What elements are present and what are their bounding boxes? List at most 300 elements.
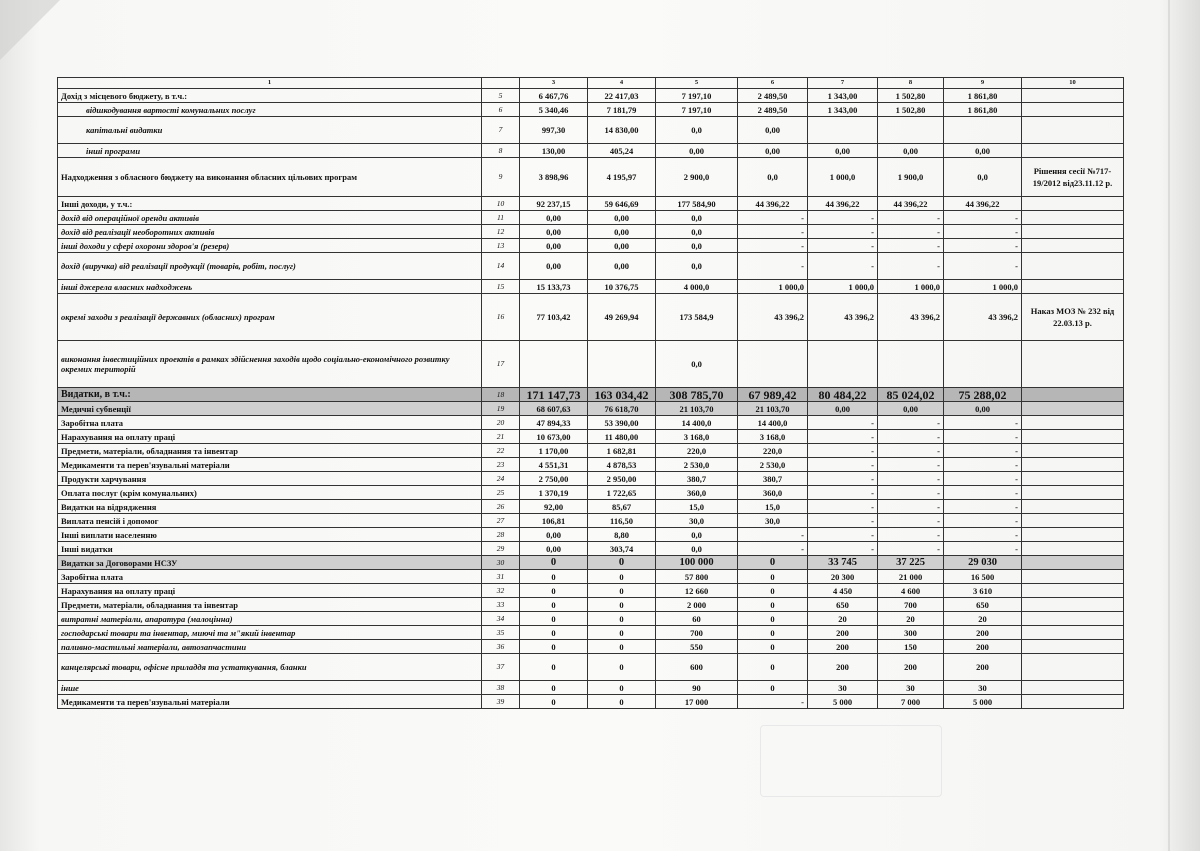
table-body: [58, 78, 1124, 709]
row-number: 25: [482, 486, 520, 500]
value-cell: 300: [878, 626, 944, 640]
value-cell: 1 000,0: [878, 280, 944, 294]
row-note: [1022, 556, 1124, 570]
value-cell: 60: [656, 612, 738, 626]
value-cell: 173 584,9: [656, 294, 738, 341]
value-cell: 0,0: [944, 158, 1022, 197]
row-note: [1022, 681, 1124, 695]
value-cell: -: [738, 211, 808, 225]
row-note: [1022, 500, 1124, 514]
value-cell: 1 370,19: [520, 486, 588, 500]
row-number: 23: [482, 458, 520, 472]
row-number: 10: [482, 197, 520, 211]
value-cell: 5 000: [808, 695, 878, 709]
row-note: [1022, 402, 1124, 416]
table-row: [58, 486, 1124, 500]
value-cell: 700: [878, 598, 944, 612]
value-cell: 1 502,80: [878, 103, 944, 117]
row-number: 5: [482, 89, 520, 103]
table-row: [58, 514, 1124, 528]
value-cell: 0: [738, 556, 808, 570]
value-cell: 68 607,63: [520, 402, 588, 416]
value-cell: 0,00: [588, 239, 656, 253]
row-number: 17: [482, 341, 520, 388]
value-cell: 15,0: [738, 500, 808, 514]
value-cell: 3 610: [944, 584, 1022, 598]
value-cell: 0: [738, 584, 808, 598]
value-cell: 0: [588, 654, 656, 681]
row-note: [1022, 225, 1124, 239]
table-row: [58, 681, 1124, 695]
value-cell: 2 530,0: [738, 458, 808, 472]
value-cell: 0,0: [656, 542, 738, 556]
value-cell: 0,00: [738, 144, 808, 158]
row-label: Заробітна плата: [58, 416, 482, 430]
row-number: 16: [482, 294, 520, 341]
value-cell: 10 673,00: [520, 430, 588, 444]
value-cell: 7 181,79: [588, 103, 656, 117]
value-cell: 44 396,22: [878, 197, 944, 211]
value-cell: 1 900,0: [878, 158, 944, 197]
value-cell: 200: [944, 640, 1022, 654]
value-cell: 14 400,0: [656, 416, 738, 430]
value-cell: 0: [738, 626, 808, 640]
value-cell: -: [808, 416, 878, 430]
table-row: [58, 144, 1124, 158]
value-cell: 0: [588, 598, 656, 612]
row-note: [1022, 584, 1124, 598]
faint-stamp: [760, 725, 942, 797]
value-cell: 4 450: [808, 584, 878, 598]
table-row: [58, 500, 1124, 514]
value-cell: -: [878, 528, 944, 542]
table-row: [58, 341, 1124, 388]
row-label: Заробітна плата: [58, 570, 482, 584]
value-cell: -: [878, 239, 944, 253]
column-header: 5: [656, 78, 738, 89]
value-cell: 0: [520, 626, 588, 640]
value-cell: 16 500: [944, 570, 1022, 584]
row-number: 21: [482, 430, 520, 444]
table-row: [58, 225, 1124, 239]
value-cell: 0,00: [520, 253, 588, 280]
value-cell: -: [878, 472, 944, 486]
table-row: [58, 570, 1124, 584]
header-row: [58, 78, 1124, 89]
table-row: [58, 598, 1124, 612]
value-cell: 21 000: [878, 570, 944, 584]
table-row: [58, 612, 1124, 626]
row-note: [1022, 472, 1124, 486]
table-row: [58, 556, 1124, 570]
row-label: Надходження з обласного бюджету на виконання обласних цільових програм: [58, 158, 482, 197]
value-cell: 106,81: [520, 514, 588, 528]
value-cell: 30,0: [738, 514, 808, 528]
row-note: [1022, 528, 1124, 542]
value-cell: 77 103,42: [520, 294, 588, 341]
row-note: [1022, 197, 1124, 211]
value-cell: -: [944, 528, 1022, 542]
value-cell: 0,00: [808, 402, 878, 416]
row-label: Медичні субвенції: [58, 402, 482, 416]
value-cell: 0: [520, 598, 588, 612]
value-cell: 30,0: [656, 514, 738, 528]
row-label: інше: [58, 681, 482, 695]
value-cell: 0: [588, 570, 656, 584]
value-cell: 14 400,0: [738, 416, 808, 430]
table-row: [58, 294, 1124, 341]
table-row: [58, 695, 1124, 709]
value-cell: 20: [878, 612, 944, 626]
row-label: відшкодування вартості комунальних послуг: [58, 103, 482, 117]
value-cell: -: [808, 458, 878, 472]
value-cell: 21 103,70: [738, 402, 808, 416]
value-cell: 29 030: [944, 556, 1022, 570]
value-cell: 57 800: [656, 570, 738, 584]
value-cell: 0: [738, 640, 808, 654]
row-number: 39: [482, 695, 520, 709]
row-note: [1022, 444, 1124, 458]
value-cell: 0,00: [588, 225, 656, 239]
value-cell: 1 343,00: [808, 89, 878, 103]
value-cell: 6 467,76: [520, 89, 588, 103]
value-cell: 130,00: [520, 144, 588, 158]
value-cell: 1 861,80: [944, 89, 1022, 103]
value-cell: 308 785,70: [656, 388, 738, 402]
row-label: Медикаменти та перев'язувальні матеріали: [58, 695, 482, 709]
value-cell: 92,00: [520, 500, 588, 514]
row-number: 28: [482, 528, 520, 542]
row-label: Видатки на відрядження: [58, 500, 482, 514]
value-cell: 0,00: [520, 211, 588, 225]
value-cell: 0: [588, 640, 656, 654]
value-cell: 0,00: [656, 144, 738, 158]
value-cell: 90: [656, 681, 738, 695]
value-cell: 0,0: [656, 528, 738, 542]
value-cell: -: [808, 239, 878, 253]
value-cell: -: [808, 472, 878, 486]
value-cell: 380,7: [738, 472, 808, 486]
row-label: Видатки, в т.ч.:: [58, 388, 482, 402]
row-label: Продукти харчування: [58, 472, 482, 486]
value-cell: [808, 341, 878, 388]
row-note: [1022, 570, 1124, 584]
table-row: [58, 584, 1124, 598]
row-number: 36: [482, 640, 520, 654]
value-cell: 44 396,22: [808, 197, 878, 211]
row-number: 12: [482, 225, 520, 239]
value-cell: [944, 117, 1022, 144]
page-edge: [1168, 0, 1170, 851]
value-cell: 171 147,73: [520, 388, 588, 402]
row-number: 32: [482, 584, 520, 598]
value-cell: 0: [588, 681, 656, 695]
value-cell: 2 000: [656, 598, 738, 612]
value-cell: 2 530,0: [656, 458, 738, 472]
row-note: [1022, 598, 1124, 612]
value-cell: 200: [878, 654, 944, 681]
value-cell: 5 000: [944, 695, 1022, 709]
table-row: [58, 280, 1124, 294]
value-cell: 0,0: [656, 253, 738, 280]
value-cell: 200: [808, 654, 878, 681]
value-cell: 0: [738, 570, 808, 584]
value-cell: -: [878, 444, 944, 458]
row-label: Інші доходи, у т.ч.:: [58, 197, 482, 211]
value-cell: -: [808, 528, 878, 542]
row-number: 7: [482, 117, 520, 144]
value-cell: 44 396,22: [738, 197, 808, 211]
value-cell: 3 168,0: [738, 430, 808, 444]
table-row: [58, 197, 1124, 211]
value-cell: 43 396,2: [944, 294, 1022, 341]
row-label: інші джерела власних надходжень: [58, 280, 482, 294]
value-cell: 100 000: [656, 556, 738, 570]
value-cell: 150: [878, 640, 944, 654]
row-note: [1022, 341, 1124, 388]
value-cell: 0: [588, 612, 656, 626]
value-cell: 0,0: [656, 341, 738, 388]
value-cell: 0,00: [520, 528, 588, 542]
row-number: 24: [482, 472, 520, 486]
value-cell: 0: [738, 612, 808, 626]
row-number: 34: [482, 612, 520, 626]
row-note: [1022, 430, 1124, 444]
table-row: [58, 528, 1124, 542]
value-cell: 0: [738, 654, 808, 681]
row-number: 29: [482, 542, 520, 556]
row-label: Видатки за Договорами НСЗУ: [58, 556, 482, 570]
row-note: Наказ МОЗ № 232 від 22.03.13 р.: [1022, 294, 1124, 341]
row-number: 31: [482, 570, 520, 584]
row-label: окремі заходи з реалізації державних (обласних) програм: [58, 294, 482, 341]
page-corner-shadow: [0, 0, 60, 60]
value-cell: 0: [588, 584, 656, 598]
value-cell: 0,00: [878, 144, 944, 158]
value-cell: 1 000,0: [738, 280, 808, 294]
value-cell: -: [808, 500, 878, 514]
value-cell: 0,00: [878, 402, 944, 416]
value-cell: 1 000,0: [944, 280, 1022, 294]
value-cell: -: [944, 542, 1022, 556]
value-cell: 11 480,00: [588, 430, 656, 444]
value-cell: 14 830,00: [588, 117, 656, 144]
value-cell: 1 502,80: [878, 89, 944, 103]
row-number: 35: [482, 626, 520, 640]
value-cell: 303,74: [588, 542, 656, 556]
value-cell: 53 390,00: [588, 416, 656, 430]
value-cell: 163 034,42: [588, 388, 656, 402]
value-cell: 200: [808, 626, 878, 640]
row-label: інші програми: [58, 144, 482, 158]
value-cell: 0,00: [808, 144, 878, 158]
value-cell: -: [808, 225, 878, 239]
value-cell: 2 900,0: [656, 158, 738, 197]
row-number: 30: [482, 556, 520, 570]
row-number: 13: [482, 239, 520, 253]
row-number: 26: [482, 500, 520, 514]
value-cell: -: [944, 211, 1022, 225]
row-note: [1022, 654, 1124, 681]
value-cell: 3 898,96: [520, 158, 588, 197]
row-label: інші доходи у сфері охорони здоров'я (резерв): [58, 239, 482, 253]
value-cell: 0: [588, 626, 656, 640]
value-cell: 22 417,03: [588, 89, 656, 103]
value-cell: 0: [738, 681, 808, 695]
value-cell: 0: [738, 598, 808, 612]
table-row: [58, 103, 1124, 117]
value-cell: 1 343,00: [808, 103, 878, 117]
value-cell: 75 288,02: [944, 388, 1022, 402]
value-cell: 0: [520, 570, 588, 584]
row-label: Оплата послуг (крім комунальних): [58, 486, 482, 500]
value-cell: [944, 341, 1022, 388]
value-cell: [878, 117, 944, 144]
value-cell: 30: [944, 681, 1022, 695]
value-cell: 37 225: [878, 556, 944, 570]
row-label: господарські товари та інвентар, миючі та м"який інвентар: [58, 626, 482, 640]
value-cell: 200: [808, 640, 878, 654]
value-cell: -: [808, 542, 878, 556]
value-cell: 0,00: [738, 117, 808, 144]
row-label: витратні матеріали, апаратура (малоцінна): [58, 612, 482, 626]
column-header: 8: [878, 78, 944, 89]
table-row: [58, 458, 1124, 472]
value-cell: 380,7: [656, 472, 738, 486]
value-cell: 44 396,22: [944, 197, 1022, 211]
value-cell: 0,00: [944, 402, 1022, 416]
value-cell: 15,0: [656, 500, 738, 514]
value-cell: -: [878, 542, 944, 556]
value-cell: 7 197,10: [656, 89, 738, 103]
value-cell: 21 103,70: [656, 402, 738, 416]
row-label: канцелярські товари, офісне приладдя та устаткування, бланки: [58, 654, 482, 681]
row-label: Медикаменти та перев'язувальні матеріали: [58, 458, 482, 472]
table-row: [58, 542, 1124, 556]
row-number: 38: [482, 681, 520, 695]
row-number: 18: [482, 388, 520, 402]
table-row: [58, 472, 1124, 486]
value-cell: 4 195,97: [588, 158, 656, 197]
value-cell: 3 168,0: [656, 430, 738, 444]
table-row: [58, 239, 1124, 253]
value-cell: 0: [520, 640, 588, 654]
value-cell: 0,00: [520, 542, 588, 556]
value-cell: 10 376,75: [588, 280, 656, 294]
row-note: [1022, 612, 1124, 626]
value-cell: -: [808, 430, 878, 444]
value-cell: 0,0: [656, 239, 738, 253]
row-label: паливно-мастильні матеріали, автозапчастини: [58, 640, 482, 654]
value-cell: -: [944, 225, 1022, 239]
value-cell: 30: [878, 681, 944, 695]
value-cell: 47 894,33: [520, 416, 588, 430]
value-cell: 2 489,50: [738, 103, 808, 117]
value-cell: -: [878, 500, 944, 514]
value-cell: -: [808, 486, 878, 500]
row-number: 20: [482, 416, 520, 430]
value-cell: 5 340,46: [520, 103, 588, 117]
value-cell: 1 682,81: [588, 444, 656, 458]
value-cell: 8,80: [588, 528, 656, 542]
value-cell: 80 484,22: [808, 388, 878, 402]
table-row: [58, 640, 1124, 654]
value-cell: 0,0: [738, 158, 808, 197]
value-cell: -: [878, 211, 944, 225]
value-cell: -: [738, 695, 808, 709]
row-note: [1022, 416, 1124, 430]
value-cell: 43 396,2: [738, 294, 808, 341]
row-number: 33: [482, 598, 520, 612]
value-cell: 7 197,10: [656, 103, 738, 117]
value-cell: 20: [808, 612, 878, 626]
row-note: [1022, 117, 1124, 144]
value-cell: 1 000,0: [808, 280, 878, 294]
value-cell: 1 722,65: [588, 486, 656, 500]
row-number: 11: [482, 211, 520, 225]
row-label: Нарахування на оплату праці: [58, 584, 482, 598]
value-cell: 200: [944, 626, 1022, 640]
value-cell: 0: [520, 612, 588, 626]
column-header: 7: [808, 78, 878, 89]
value-cell: 0,0: [656, 225, 738, 239]
value-cell: -: [808, 514, 878, 528]
value-cell: 76 618,70: [588, 402, 656, 416]
column-header: 4: [588, 78, 656, 89]
value-cell: 15 133,73: [520, 280, 588, 294]
row-number: 37: [482, 654, 520, 681]
value-cell: 650: [808, 598, 878, 612]
value-cell: -: [738, 225, 808, 239]
value-cell: 59 646,69: [588, 197, 656, 211]
table-row: [58, 654, 1124, 681]
value-cell: 12 660: [656, 584, 738, 598]
value-cell: -: [878, 225, 944, 239]
value-cell: -: [878, 253, 944, 280]
value-cell: 0: [588, 556, 656, 570]
row-note: [1022, 640, 1124, 654]
value-cell: 220,0: [738, 444, 808, 458]
value-cell: 0: [520, 681, 588, 695]
row-number: 8: [482, 144, 520, 158]
value-cell: 116,50: [588, 514, 656, 528]
table-row: [58, 402, 1124, 416]
row-note: [1022, 388, 1124, 402]
value-cell: 0,00: [520, 225, 588, 239]
value-cell: [588, 341, 656, 388]
value-cell: -: [944, 430, 1022, 444]
row-number: 27: [482, 514, 520, 528]
value-cell: 650: [944, 598, 1022, 612]
value-cell: 85,67: [588, 500, 656, 514]
value-cell: -: [944, 253, 1022, 280]
value-cell: 43 396,2: [878, 294, 944, 341]
value-cell: 20: [944, 612, 1022, 626]
value-cell: 405,24: [588, 144, 656, 158]
value-cell: 67 989,42: [738, 388, 808, 402]
budget-table: [57, 77, 1124, 709]
value-cell: -: [878, 430, 944, 444]
value-cell: 177 584,90: [656, 197, 738, 211]
row-number: 6: [482, 103, 520, 117]
value-cell: -: [944, 514, 1022, 528]
value-cell: 0,0: [656, 211, 738, 225]
row-note: [1022, 695, 1124, 709]
value-cell: 0,00: [520, 239, 588, 253]
table-row: [58, 253, 1124, 280]
value-cell: -: [878, 458, 944, 472]
value-cell: 1 170,00: [520, 444, 588, 458]
